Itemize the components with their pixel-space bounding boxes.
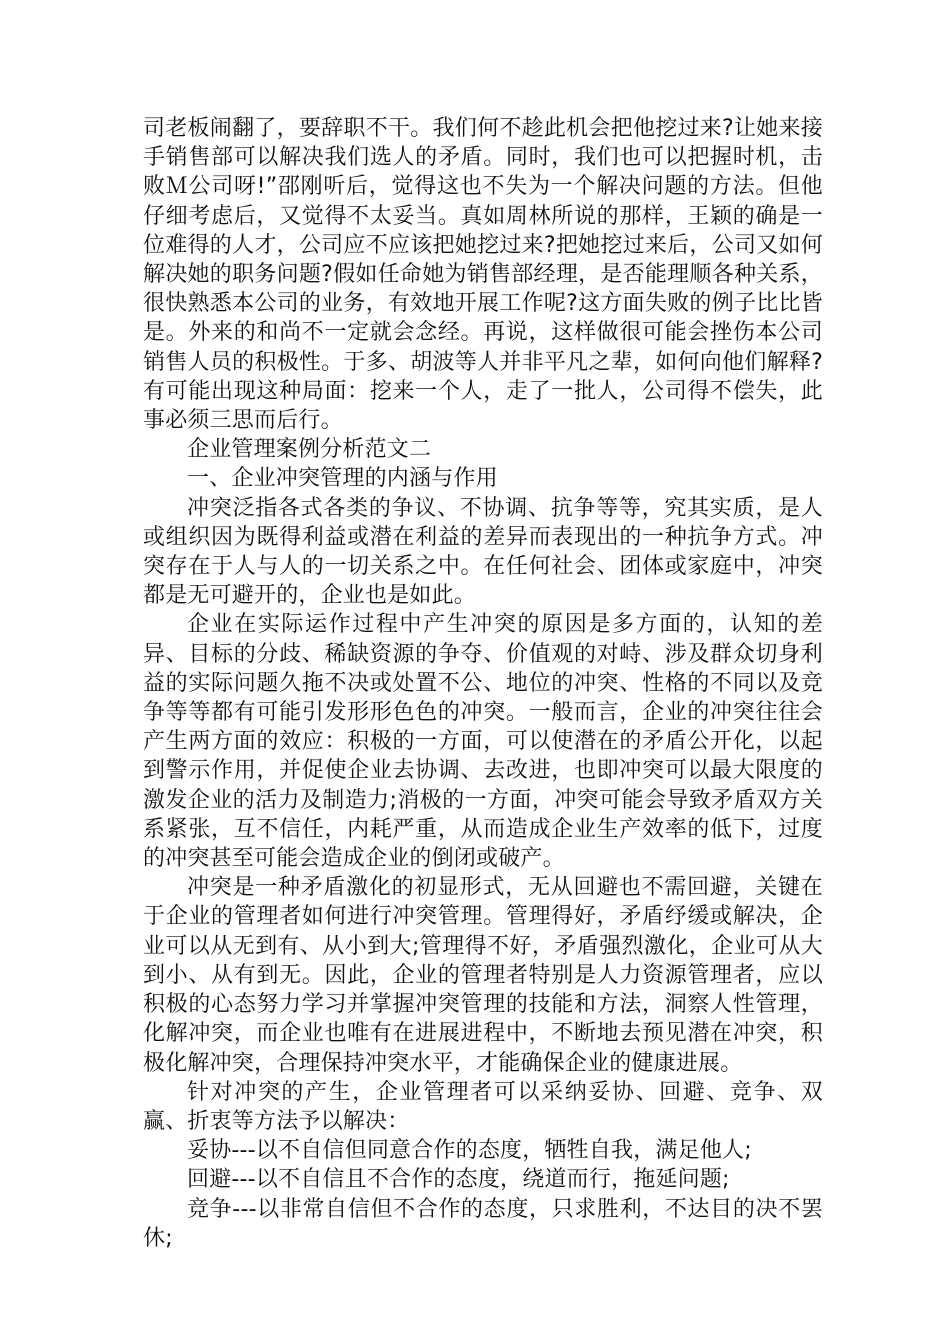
paragraph: 冲突泛指各式各类的争议、不协调、抗争等等，究其实质，是人或组织因为既得利益或潜在利益的差异而表现出的一种抗争方式。冲突存在于人与人的一切关系之中。在任何社会、团体或家庭中，冲突都是无可避开的，企业也是如此。 (143, 495, 823, 609)
list-item: 竞争---以非常自信但不合作的态度，只求胜利，不达目的决不罢休; (143, 1196, 823, 1251)
document-body (143, 114, 823, 1253)
paragraph: 冲突是一种矛盾激化的初显形式，无从回避也不需回避，关键在于企业的管理者如何进行冲突管理。管理得好，矛盾纾缓或解决，企业可以从无到有、从小到大;管理得不好，矛盾强烈激化，企业可从大到小、从有到无。因此，企业的管理者特别是人力资源管理者，应以积极的心态努力学习并掌握冲突管理的技能和方法，洞察人性管理，化解冲突，而企业也唯有在进展进程中，不断地去预见潜在冲突，积极化解冲突，合理保持冲突水平，才能确保企业的健康进展。 (143, 875, 823, 1076)
list-item: 回避---以不自信且不合作的态度，绕道而行，拖延问题; (187, 1167, 730, 1193)
list-item: 妥协---以不自信但同意合作的态度，牺牲自我，满足他人; (187, 1138, 752, 1164)
section-title: 企业管理案例分析范文二 (187, 437, 432, 463)
paragraph: 针对冲突的产生，企业管理者可以采纳妥协、回避、竞争、双赢、折衷等方法予以解决： (143, 1079, 823, 1134)
section-heading: 一、企业冲突管理的内涵与作用 (187, 466, 498, 492)
paragraph: 企业在实际运作过程中产生冲突的原因是多方面的，认知的差异、目标的分歧、稀缺资源的争夺、价值观的对峙、涉及群众切身利益的实际问题久拖不决或处置不公、地位的冲突、性格的不同以及竞争等等都有可能引发形形色色的冲突。一般而言，企业的冲突往往会产生两方面的效应：积极的一方面，可以使潜在的矛盾公开化，以起到警示作用，并促使企业去协调、去改进，也即冲突可以最大限度的激发企业的活力及制造力;消极的一方面，冲突可能会导致矛盾双方关系紧张，互不信任，内耗严重，从而造成企业生产效率的低下，过度的冲突甚至可能会造成企业的倒闭或破产。 (143, 612, 823, 872)
paragraph-continued: 司老板闹翻了，要辞职不干。我们何不趁此机会把他挖过来?让她来接手销售部可以解决我们选人的矛盾。同时，我们也可以把握时机，击败Ｍ公司呀!”邵刚听后，觉得这也不失为一个解决问题的方法。但他仔细考虑后，又觉得不太妥当。真如周林所说的那样，王颖的确是一位难得的人才，公司应不应该把她挖过来?把她挖过来后，公司又如何解决她的职务问题?假如任命她为销售部经理，是否能理顺各种关系，很快熟悉本公司的业务，有效地开展工作呢?这方面失败的例子比比皆是。外来的和尚不一定就会念经。再说，这样做很可能会挫伤本公司销售人员的积极性。于多、胡波等人并非平凡之辈，如何向他们解释?有可能出现这种局面：挖来一个人，走了一批人，公司得不偿失，此事必须三思而后行。 (143, 116, 823, 434)
